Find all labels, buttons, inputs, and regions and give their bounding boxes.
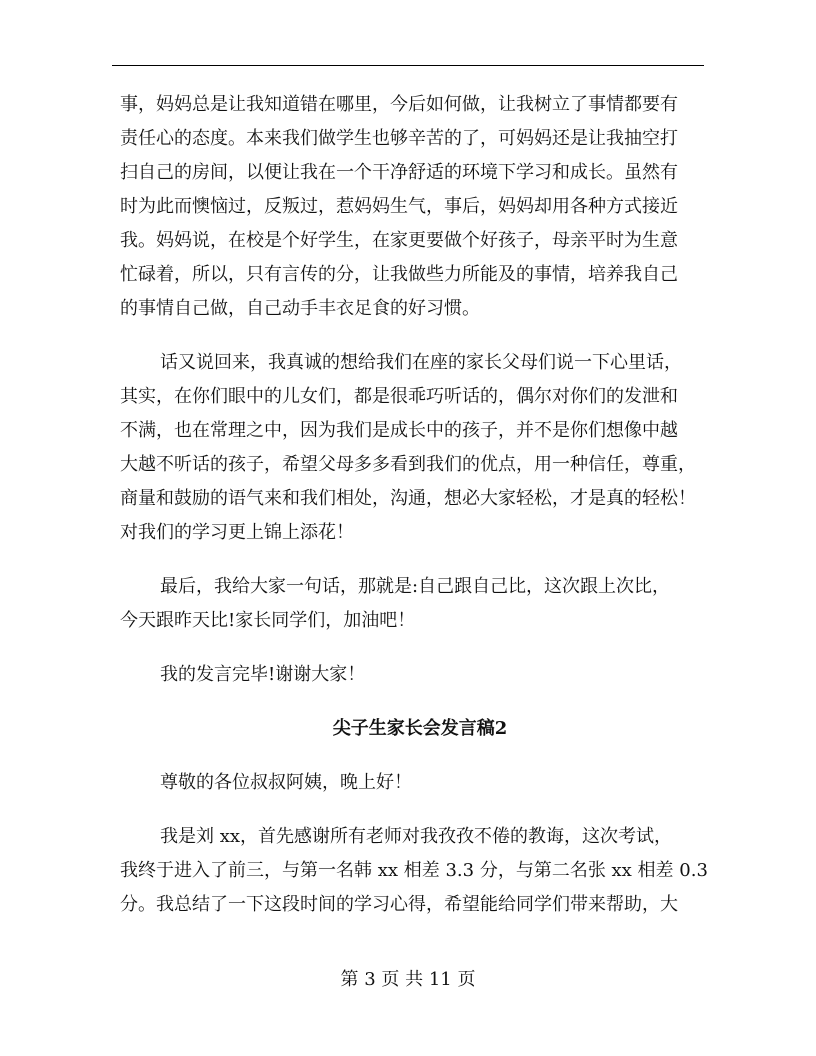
text-line: 话又说回来，我真诚的想给我们在座的家长父母们说一下心里话， [160, 352, 682, 373]
paragraph-spacer [120, 638, 712, 658]
paragraph-spacer [120, 746, 712, 766]
text-line: 分。我总结了一下这段时间的学习心得，希望能给同学们带来帮助，大 [120, 894, 678, 915]
text-line: 时为此而懊恼过，反叛过，惹妈妈生气，事后，妈妈却用各种方式接近 [120, 196, 678, 217]
text-line: 扫自己的房间，以便让我在一个干净舒适的环境下学习和成长。虽然有 [120, 162, 678, 183]
text-line: 忙碌着，所以，只有言传的分，让我做些力所能及的事情，培养我自己 [120, 264, 678, 285]
text-line: 不满，也在常理之中，因为我们是成长中的孩子，并不是你们想像中越 [120, 420, 678, 441]
paragraph-spacer [120, 550, 712, 570]
text-line: 今天跟昨天比!家长同学们，加油吧！ [120, 610, 416, 631]
closing-line: 我的发言完毕!谢谢大家！ [160, 664, 366, 685]
paragraph [120, 88, 712, 326]
header-rule [112, 65, 704, 66]
text-line: 我。妈妈说，在校是个好学生，在家更要做个好孩子，母亲平时为生意 [120, 230, 678, 251]
text-line: 事，妈妈总是让我知道错在哪里，今后如何做，让我树立了事情都要有 [120, 94, 678, 115]
text-line: 其实，在你们眼中的儿女们，都是很乖巧听话的，偶尔对你们的发泄和 [120, 386, 678, 407]
paragraph [120, 820, 712, 922]
paragraph-spacer [120, 692, 712, 712]
text-line: 我终于进入了前三，与第一名韩 xx 相差 3.3 分，与第二名张 xx 相差 0.3 [120, 860, 708, 881]
text-line: 责任心的态度。本来我们做学生也够辛苦的了，可妈妈还是让我抽空打 [120, 128, 678, 149]
document-body [120, 88, 712, 922]
page-number: 第 3 页 共 11 页 [340, 969, 476, 990]
text-line: 我是刘 xx，首先感谢所有老师对我孜孜不倦的教诲，这次考试， [160, 826, 673, 847]
paragraph-spacer [120, 326, 712, 346]
paragraph [120, 570, 712, 638]
text-line: 最后，我给大家一句话，那就是:自己跟自己比，这次跟上次比， [160, 576, 671, 597]
paragraph [120, 346, 712, 550]
text-line: 商量和鼓励的语气来和我们相处，沟通，想必大家轻松，才是真的轻松！ [120, 488, 696, 509]
paragraph-spacer [120, 800, 712, 820]
section-title: 尖子生家长会发言稿2 [332, 718, 508, 739]
greeting-line: 尊敬的各位叔叔阿姨，晚上好！ [160, 772, 412, 793]
text-line: 大越不听话的孩子，希望父母多多看到我们的优点，用一种信任，尊重， [120, 454, 696, 475]
text-line: 对我们的学习更上锦上添花！ [120, 522, 354, 543]
text-line: 的事情自己做，自己动手丰衣足食的好习惯。 [120, 298, 480, 319]
